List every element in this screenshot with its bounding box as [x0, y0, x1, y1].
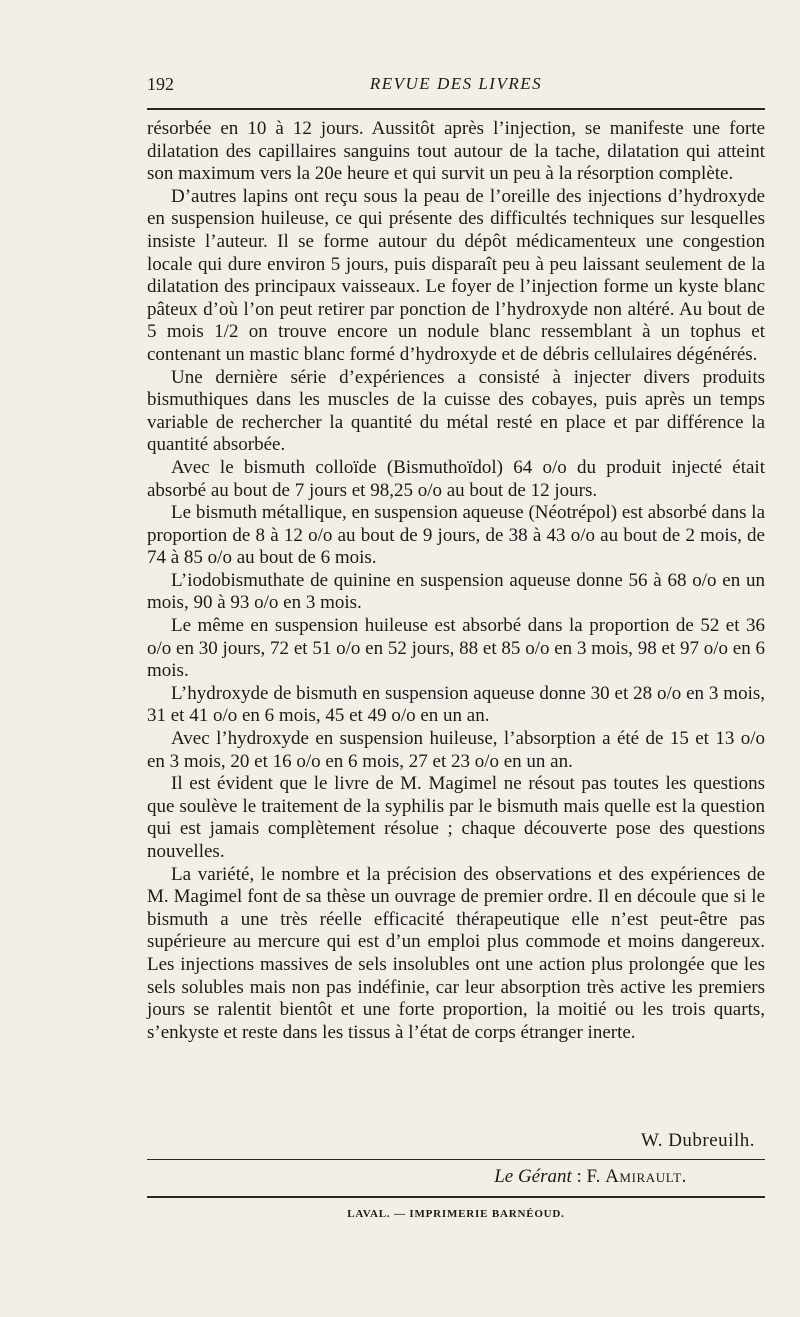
footer-rule [147, 1159, 765, 1160]
paragraph: résorbée en 10 à 12 jours. Aussitôt après l’injection, se manifeste une forte dilatation des capillaires sanguins tout autour de la tache, dilatation qui atteint son maximum vers la 20e heure et qui survit un peu à la résorption complète. [147, 118, 765, 185]
page-number: 192 [147, 74, 174, 94]
page-header [147, 74, 765, 100]
running-title: REVUE DES LIVRES [369, 74, 543, 93]
imprint-rule [147, 1196, 765, 1198]
paragraph: Une dernière série d’expériences a consisté à injecter divers produits bismuthiques dans les muscles de la cuisse des cobayes, puis après un temps variable de rechercher la quantité du métal resté en place et par différence la quantité absorbée. [147, 366, 765, 456]
printer-imprint: LAVAL. — IMPRIMERIE BARNÉOUD. [347, 1208, 565, 1220]
gerant-label: Le Gérant [494, 1166, 572, 1187]
paragraph: La variété, le nombre et la précision des observations et des expériences de M. Magimel font de sa thèse un ouvrage de premier ordre. Il en découle que si le bismuth a une très réelle efficacité thérapeutique elle n’est peut-être pas supérieure au mercure qui est d’un emploi plus commode et moins dangereux. Les injections massives de sels insolubles ont une action plus prolongée que les sels solubles mais non pas indéfinie, car leur absorption très active les premiers jours se ralentit bientôt et une forte proportion, la moitié ou les trois quarts, s’enkyste et reste dans les tissus à l’état de corps étranger inerte. [147, 863, 765, 1043]
paragraph: Avec le bismuth colloïde (Bismuthoïdol) 64 o/o du produit injecté était absorbé au bout de 7 jours et 98,25 o/o au bout de 12 jours. [147, 456, 765, 501]
gerant-name: Amirault. [605, 1166, 687, 1187]
gerant-separator: : F. [571, 1166, 606, 1187]
paragraph: Avec l’hydroxyde en suspension huileuse, l’absorption a été de 15 et 13 o/o en 3 mois, 20 et 16 o/o en 6 mois, 27 et 23 o/o en un an. [147, 728, 765, 772]
paragraph: Le même en suspension huileuse est absorbé dans la proportion de 52 et 36 o/o en 30 jours, 72 et 51 o/o en 52 jours, 88 et 85 o/o en 3 mois, 98 et 97 o/o en 6 mois. [147, 615, 765, 682]
paragraph: L’iodobismuthate de quinine en suspension aqueuse donne 56 à 68 o/o en un mois, 90 à 93 o/o en 3 mois. [147, 569, 765, 614]
header-rule [147, 108, 765, 110]
author-signature: W. Dubreuilh. [641, 1130, 755, 1151]
article-body [147, 118, 765, 1044]
paragraph: L’hydroxyde de bismuth en suspension aqueuse donne 30 et 28 o/o en 3 mois, 31 et 41 o/o en 6 mois, 45 et 49 o/o en un an. [147, 682, 765, 727]
paragraph: Le bismuth métallique, en suspension aqueuse (Néotrépol) est absorbé dans la proportion de 8 à 12 o/o au bout de 9 jours, de 38 à 43 o/o au bout de 2 mois, de 74 à 85 o/o au bout de 6 mois. [147, 502, 765, 569]
gerant-line [147, 1166, 687, 1188]
paragraph: D’autres lapins ont reçu sous la peau de l’oreille des injections d’hydroxyde en suspension huileuse, ce qui présente des difficultés techniques sur lesquelles insiste l’auteur. Il se forme autour du dépôt médicamenteux une congestion locale qui dure environ 5 jours, puis disparaît peu à peu laissant seulement de la dilatation des principaux vaisseaux. Le foyer de l’injection forme un kyste blanc pâteux d’où l’on peut retirer par ponction de l’hydroxyde non altéré. Au bout de 5 mois 1/2 on trouve encore un nodule blanc ressemblant à un tophus et contenant un mastic blanc formé d’hydroxyde et de débris cellulaires dégénérés. [147, 185, 765, 365]
paragraph: Il est évident que le livre de M. Magimel ne résout pas toutes les questions que soulève le traitement de la syphilis par le bismuth mais quelle est la question qui est jamais complètement résolue ; chaque découverte pose des questions nouvelles. [147, 773, 765, 862]
